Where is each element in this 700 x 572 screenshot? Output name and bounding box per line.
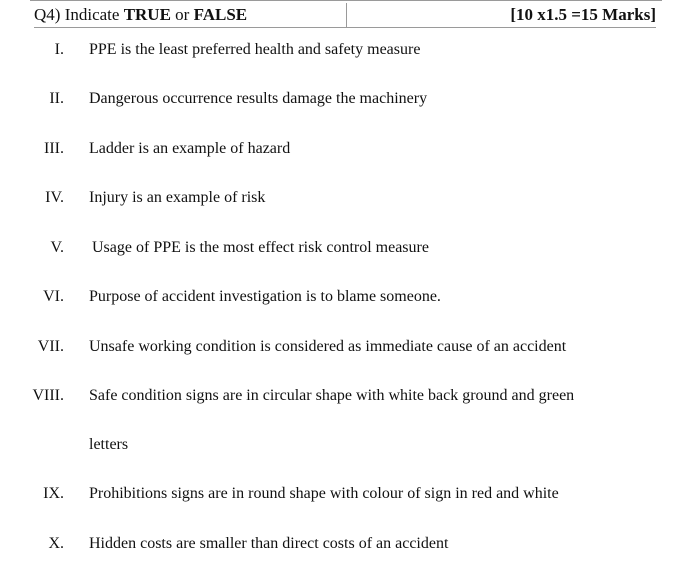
statement-text: Injury is an example of risk — [89, 189, 266, 206]
statement-number: IX. — [43, 485, 64, 502]
statement-continuation: letters — [89, 436, 129, 453]
statement-number: IV. — [45, 189, 64, 206]
statement-number: VI. — [43, 288, 64, 305]
statement-number: I. — [54, 41, 64, 58]
statement-number: VIII. — [32, 387, 64, 404]
statement-item — [0, 41, 700, 63]
question-header — [34, 3, 656, 28]
statement-item — [0, 288, 700, 310]
statement-item — [0, 387, 700, 409]
statement-text: PPE is the least preferred health and safety measure — [89, 41, 421, 58]
statement-text: Prohibitions signs are in round shape with colour of sign in red and white — [89, 485, 559, 502]
or-word: or — [170, 5, 194, 24]
statement-item — [0, 535, 700, 557]
statement-item — [0, 140, 700, 162]
statement-text: Purpose of accident investigation is to blame someone. — [89, 288, 441, 305]
statement-text: Ladder is an example of hazard — [89, 140, 291, 157]
top-rule — [30, 0, 662, 1]
statement-text: Dangerous occurrence results damage the machinery — [89, 90, 428, 107]
false-word: FALSE — [193, 5, 248, 24]
question-title — [34, 5, 247, 25]
statement-item — [0, 189, 700, 211]
statement-item — [0, 338, 700, 360]
statement-text: Safe condition signs are in circular shape with white back ground and green — [89, 387, 575, 404]
statement-number: II. — [49, 90, 64, 107]
statement-item — [0, 485, 700, 507]
statement-text: Hidden costs are smaller than direct costs of an accident — [89, 535, 449, 552]
statement-number: X. — [48, 535, 64, 552]
statement-number: VII. — [37, 338, 64, 355]
true-word: TRUE — [123, 5, 171, 24]
question-prefix: Q4) Indicate — [34, 5, 124, 24]
statement-number: III. — [44, 140, 64, 157]
header-divider — [346, 3, 347, 27]
marks-label: [10 x1.5 =15 Marks] — [510, 5, 656, 24]
statement-item — [0, 239, 700, 261]
statement-item — [0, 90, 700, 112]
statement-text: Usage of PPE is the most effect risk control measure — [92, 239, 429, 256]
statement-number: V. — [50, 239, 64, 256]
statement-text: Unsafe working condition is considered as immediate cause of an accident — [89, 338, 567, 355]
